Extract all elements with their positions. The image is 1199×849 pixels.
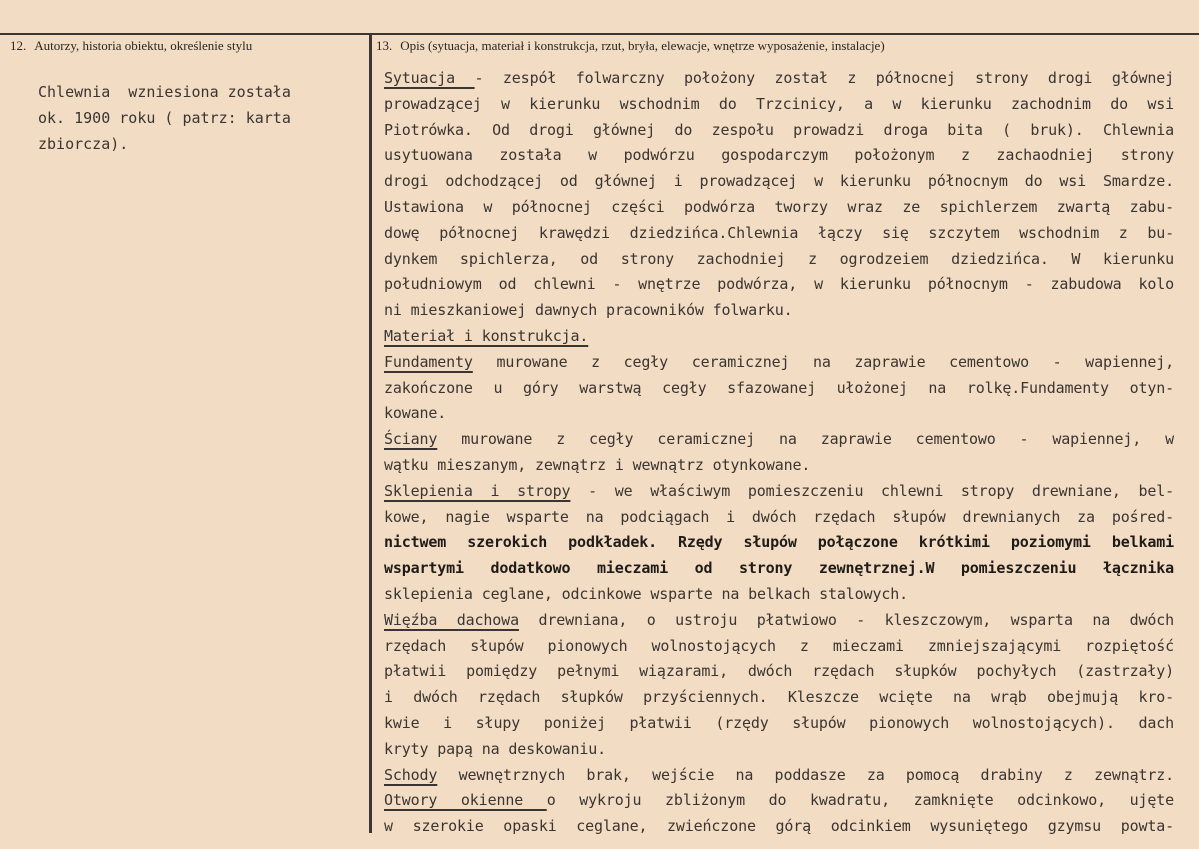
line-text: - we właściwym pomieszczeniu chlewni stropy drewniane, bel- <box>570 481 1174 500</box>
history-text <box>38 79 338 157</box>
description-line <box>384 118 1174 144</box>
line-text: usytuowana została w podwórzu gospodarczym położonym z zachaodniej strony <box>384 146 1174 165</box>
description-line <box>384 556 1174 582</box>
description-line <box>384 298 1174 324</box>
description-line <box>384 788 1174 814</box>
form-top-rule <box>0 33 1199 35</box>
description-line <box>384 427 1174 453</box>
line-text: o wykroju zbliżonym do kwadratu, zamknięte odcinkowo, ujęte <box>546 791 1174 810</box>
description-line <box>384 711 1174 737</box>
line-text: wewnętrznych brak, wejście na poddasze za pomocą drabiny z zewnątrz. <box>437 765 1174 784</box>
line-text: w szerokie opaski ceglane, zwieńczone górą odcinkiem wysuniętego gzymsu powta- <box>384 817 1174 836</box>
description-line <box>384 737 1174 763</box>
description-line <box>384 685 1174 711</box>
section-12-header <box>10 38 252 54</box>
description-line <box>384 272 1174 298</box>
section-heading: Schody <box>384 765 438 784</box>
description-line <box>384 247 1174 273</box>
description-line <box>384 66 1174 92</box>
description-line <box>384 169 1174 195</box>
line-text: kwie i słupy poniżej płatwii (rzędy słupów pionowych wolnostojących). dach <box>384 713 1174 732</box>
description-line <box>384 634 1174 660</box>
description-line <box>384 479 1174 505</box>
history-line: zbiorcza). <box>38 135 129 153</box>
line-text: rzędach słupów pionowych wolnostojących z mieczami zmniejszającymi rozpiętość <box>384 636 1174 655</box>
line-text: drogi odchodzącej od głównej i prowadzącej w kierunku północnym do wsi Smardze. <box>384 172 1174 191</box>
line-text: - zespół folwarczny położony został z północnej strony drogi głównej <box>474 69 1174 87</box>
description-line <box>384 376 1174 402</box>
description-line <box>384 143 1174 169</box>
line-text: nictwem szerokich podkładek. Rzędy słupów połączone krótkimi poziomymi belkami <box>384 533 1174 552</box>
section-13-header <box>376 38 885 54</box>
description-line <box>384 530 1174 556</box>
section-heading: Sytuacja <box>384 69 475 87</box>
description-line <box>384 505 1174 531</box>
description-line <box>384 92 1174 118</box>
section-12-number: 12. <box>10 38 27 53</box>
line-text: dowę północnej krawędzi dziedzińca.Chlewnia łączy się szczytem wschodnim z bu- <box>384 223 1174 242</box>
history-line: ok. 1900 roku ( patrz: karta <box>38 109 291 127</box>
line-text: kowe, nagie wsparte na podciągach i dwóch rzędach słupów drewnianych za pośred- <box>384 507 1174 526</box>
description-line <box>384 453 1174 479</box>
line-text: wątku mieszanym, zewnątrz i wewnątrz otynkowane. <box>384 455 811 474</box>
description-line <box>384 350 1174 376</box>
line-text: i dwóch rzędach słupków przyściennych. Kleszcze wcięte na wrąb obejmują kro- <box>384 688 1174 707</box>
section-12-label: Autorzy, historia obiektu, określenie stylu <box>34 38 253 53</box>
column-divider <box>369 33 372 833</box>
description-line <box>384 221 1174 247</box>
line-text: drewniana, o ustroju płatwiowo - kleszczowym, wsparta na dwóch <box>518 610 1174 629</box>
description-line <box>384 659 1174 685</box>
line-text: Ustawiona w północnej części podwórza tworzy wraz ze spichlerzem zwartą zabu- <box>384 197 1174 216</box>
description-text <box>384 66 1174 840</box>
line-text: murowane z cegły ceramicznej na zaprawie cementowo - wapiennej, w <box>437 430 1174 449</box>
description-line <box>384 195 1174 221</box>
description-line <box>384 324 1174 350</box>
line-text: prowadzącej w kierunku wschodnim do Trzcinicy, a w kierunku zachodnim do wsi <box>384 94 1174 113</box>
line-text: kowane. <box>384 404 447 423</box>
line-text: płatwii pomiędzy pełnymi wiązarami, dwóch rzędach słupków pochyłych (zastrzały) <box>384 662 1174 681</box>
section-13-label: Opis (sytuacja, materiał i konstrukcja, rzut, bryła, elewacje, wnętrze wyposażenie, instalacje) <box>400 38 885 53</box>
section-heading: Ściany <box>384 430 438 449</box>
section-heading: Fundamenty <box>384 352 473 371</box>
description-line <box>384 814 1174 840</box>
description-line <box>384 401 1174 427</box>
section-heading: Otwory okienne <box>384 791 547 810</box>
section-heading: Materiał i konstrukcja. <box>384 326 589 345</box>
description-line <box>384 608 1174 634</box>
description-line <box>384 582 1174 608</box>
line-text: południowym od chlewni - wnętrze podwórza, w kierunku północnym - zabudowa kolo <box>384 275 1174 294</box>
line-text: kryty papą na deskowaniu. <box>384 739 607 758</box>
line-text: murowane z cegły ceramicznej na zaprawie cementowo - wapiennej, <box>472 352 1174 371</box>
history-line: Chlewnia wzniesiona została <box>38 83 291 101</box>
section-heading: Sklepienia i stropy <box>384 481 571 500</box>
section-13-number: 13. <box>376 38 393 53</box>
line-text: sklepienia ceglane, odcinkowe wsparte na belkach stalowych. <box>384 584 908 603</box>
line-text: Piotrówka. Od drogi głównej do zespołu prowadzi droga bita ( bruk). Chlewnia <box>384 120 1174 139</box>
line-text: dynkem spichlerza, od strony zachodniej z ogrodzeiem dziedzińca. W kierunku <box>384 249 1174 268</box>
line-text: zakończone u góry warstwą cegły sfazowanej ułożonej na rolkę.Fundamenty otyn- <box>384 378 1174 397</box>
section-heading: Więźba dachowa <box>384 610 519 629</box>
line-text: ni mieszkaniowej dawnych pracowników folwarku. <box>384 301 793 320</box>
description-line <box>384 763 1174 789</box>
line-text: wspartymi dodatkowo mieczami od strony zewnętrznej.W pomieszczeniu łącznika <box>384 559 1174 578</box>
